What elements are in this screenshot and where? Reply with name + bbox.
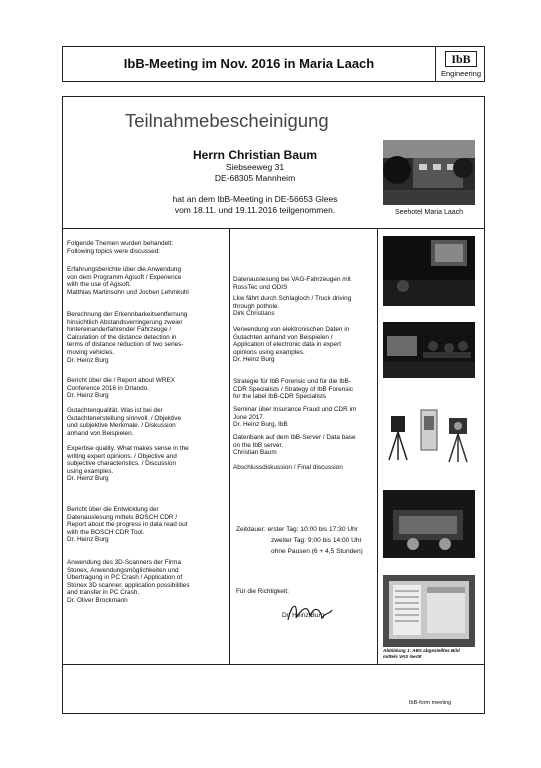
form-label: IbB-form meeting [409,700,452,706]
middle-topic-1 [233,276,375,291]
photo-3d-scanners [383,398,475,466]
text-line: Dr. Heinz Burg [67,536,109,544]
text-line: opinions using examples. [233,348,305,356]
text-line: Expertise quality. What makes sense in the [67,445,189,452]
ibb-logo: IbB [445,51,477,67]
text-line: Erfahrungsberichte über die Anwendung [67,266,182,273]
figure-caption: Abbildung 1: ABS abgestelltes Bild mittels VAS Gerät [383,648,460,659]
photo-graphic [383,575,475,647]
participation-line-1: hat an dem IbB-Meeting in DE-56653 Glees [172,194,338,204]
photo-conference-room [383,236,475,306]
schedule-pause: ohne Pausen (6 + 4,5 Stunden) [271,548,363,555]
text-line: June 2017. [233,413,265,421]
photo-graphic [383,490,475,558]
left-topic-7 [67,559,227,605]
text-line: Christian Baum [233,449,277,457]
text-line: von dem Programm Agisoft / Experience [67,273,182,281]
recipient-name: Herrn Christian Baum [192,148,318,162]
text-line: and transfer in PC Crash. [67,589,140,597]
left-topic-3 [67,377,227,400]
text-line: Seminar über Insurance Fraud und CDR im [233,406,357,413]
day1-time: 10:00 bis 17:30 Uhr [300,526,358,533]
left-topic-4 [67,407,227,437]
day2-label: zweiter Tag: [271,537,307,544]
participation-text [125,194,385,216]
logo-subtitle: Engineering [440,69,482,78]
photo-graphic [383,398,475,466]
text-line: Dr. Heinz Burg [67,392,109,400]
text-line: Report about the progress in data read out [67,521,188,529]
text-line: hintereinanderfahrender Fahrzeuge / [67,326,172,334]
photo-abs-screen [383,575,475,647]
text-line: RossTec und ODIS [233,283,288,291]
intro-line-en: Following topics were discussed: [67,247,161,255]
day1-label: Zeitdauer: erster Tag: [236,526,299,533]
text-line: Stonex 3D scanner, application possibilities [67,581,190,589]
photo-graphic [383,236,475,306]
text-line: Gutachtenqualität. Was ist bei der [67,407,163,414]
signature-name: Dr. Heinz Burg [282,612,325,619]
text-line: Datenauslesung mittels BOSCH CDR / [67,513,178,521]
left-topic-5 [67,445,227,483]
text-line: Dr. Oliver Brockmann [67,596,128,604]
text-line: Verwendung von elektronischen Daten in [233,326,350,333]
middle-topic-3 [233,326,375,364]
text-line: through pothole. [233,302,280,310]
text-line: Dr. Heinz Burg [67,475,109,483]
text-line: Strategie für IbB Forensic und für die IbB- [233,378,351,385]
left-topic-2 [67,311,227,364]
footer-divider [62,664,485,665]
intro-line-de: Folgende Themen wurden behandelt: [67,240,174,247]
text-line: Gutachtenerstellung sinnvoll. / Objektive [67,414,182,422]
text-line: Dr. Heinz Burg [233,356,275,364]
text-line: anhand von Beispielen. [67,429,134,437]
text-line: Bericht über die Entwicklung der [67,506,159,513]
text-line: with the BOSCH CDR Tool. [67,528,145,536]
text-line: Stonex, Anwendungsmöglichkeiten und [67,566,179,574]
text-line: Datenbank auf dem IbB-Server / Data base [233,434,356,441]
hotel-photo-graphic [383,140,475,205]
left-topic-6 [67,506,227,544]
recipient-city: DE-68305 Mannheim [214,173,296,183]
text-line: moving vehicles. [67,348,115,356]
text-line: Abschlussdiskussion / Final discussion [233,464,343,471]
text-line: Calculation of the distance detection in [67,333,177,341]
text-line: Berechnung der Erkennbarkeitsentfernung [67,311,188,318]
text-line: Application of electronic data in expert [233,341,341,349]
text-line: using examples. [67,467,114,475]
text-line: for the label IbB-CDR Specialists [233,393,327,401]
text-line: writing expert opinions. / Objective and [67,452,177,460]
hotel-photo-caption: Seehotel Maria Laach [394,209,464,216]
middle-topic-6 [233,434,375,457]
photo-graphic [383,322,475,378]
certificate-heading: Teilnahmebescheinigung [125,110,329,131]
header-title: IbB-Meeting im Nov. 2016 in Maria Laach [123,56,375,71]
section-divider [62,228,485,229]
text-line: und subjektive Merkmale. / Diskussion [67,422,176,430]
left-topic-1 [67,266,227,296]
text-line: Matthias Martinsohn und Jochen Lehmkuhl [67,288,189,296]
photo-workshop [383,490,475,558]
column-divider-2 [377,228,378,664]
recipient-street: Siebseeweg 31 [225,162,285,172]
middle-topic-2 [233,295,375,318]
text-line: hinsichtlich Abstandsverringerung zweier [67,318,183,326]
text-line: subjective characteristics. / Discussion [67,460,177,468]
text-line: Gutachten anhand von Beispielen / [233,333,333,341]
column-divider-1 [229,228,230,664]
text-line: Anwendung des 3D-Scanners der Firma [67,559,182,566]
text-line: on the IbB server. [233,441,284,449]
text-line: Bericht über die / Report about WREX [67,377,175,384]
day2-time: 9:00 bis 14:00 Uhr [307,537,362,544]
schedule-day-1 [236,524,376,535]
text-line: Lkw fährt durch Schlagloch / Truck driving [233,295,352,302]
middle-topic-5 [233,406,375,429]
middle-topic-4 [233,378,375,401]
text-line: terms of distance reduction of two series- [67,341,184,349]
text-line: Dr. Heinz Burg, IbB [233,421,288,429]
text-line: Conference 2016 in Orlando. [67,384,150,392]
schedule [236,524,376,557]
participation-line-2: vom 18.11. und 19.11.2016 teilgenommen. [174,205,336,215]
text-line: with the use of Agisoft. [67,281,131,289]
recipient-block [135,148,375,184]
hotel-photo [383,140,475,205]
left-column [67,240,227,255]
text-line: CDR Specialists / Strategy of IbB Forensic [233,385,354,393]
signature-label: Für die Richtigkeit: [236,588,289,595]
text-line: Dirk Christians [233,310,275,318]
photo-meeting-audience [383,322,475,378]
middle-topic-7 [233,464,375,472]
text-line: Dr. Heinz Burg [67,356,109,364]
schedule-day-2 [236,535,376,546]
handwritten-signature [284,598,334,626]
text-line: Übertragung in PC Crash / Application of [67,574,183,582]
text-line: Datenauslesung bei VAG-Fahrzeugen mit [233,276,351,283]
logo-box [435,47,486,81]
header-box [62,46,485,82]
